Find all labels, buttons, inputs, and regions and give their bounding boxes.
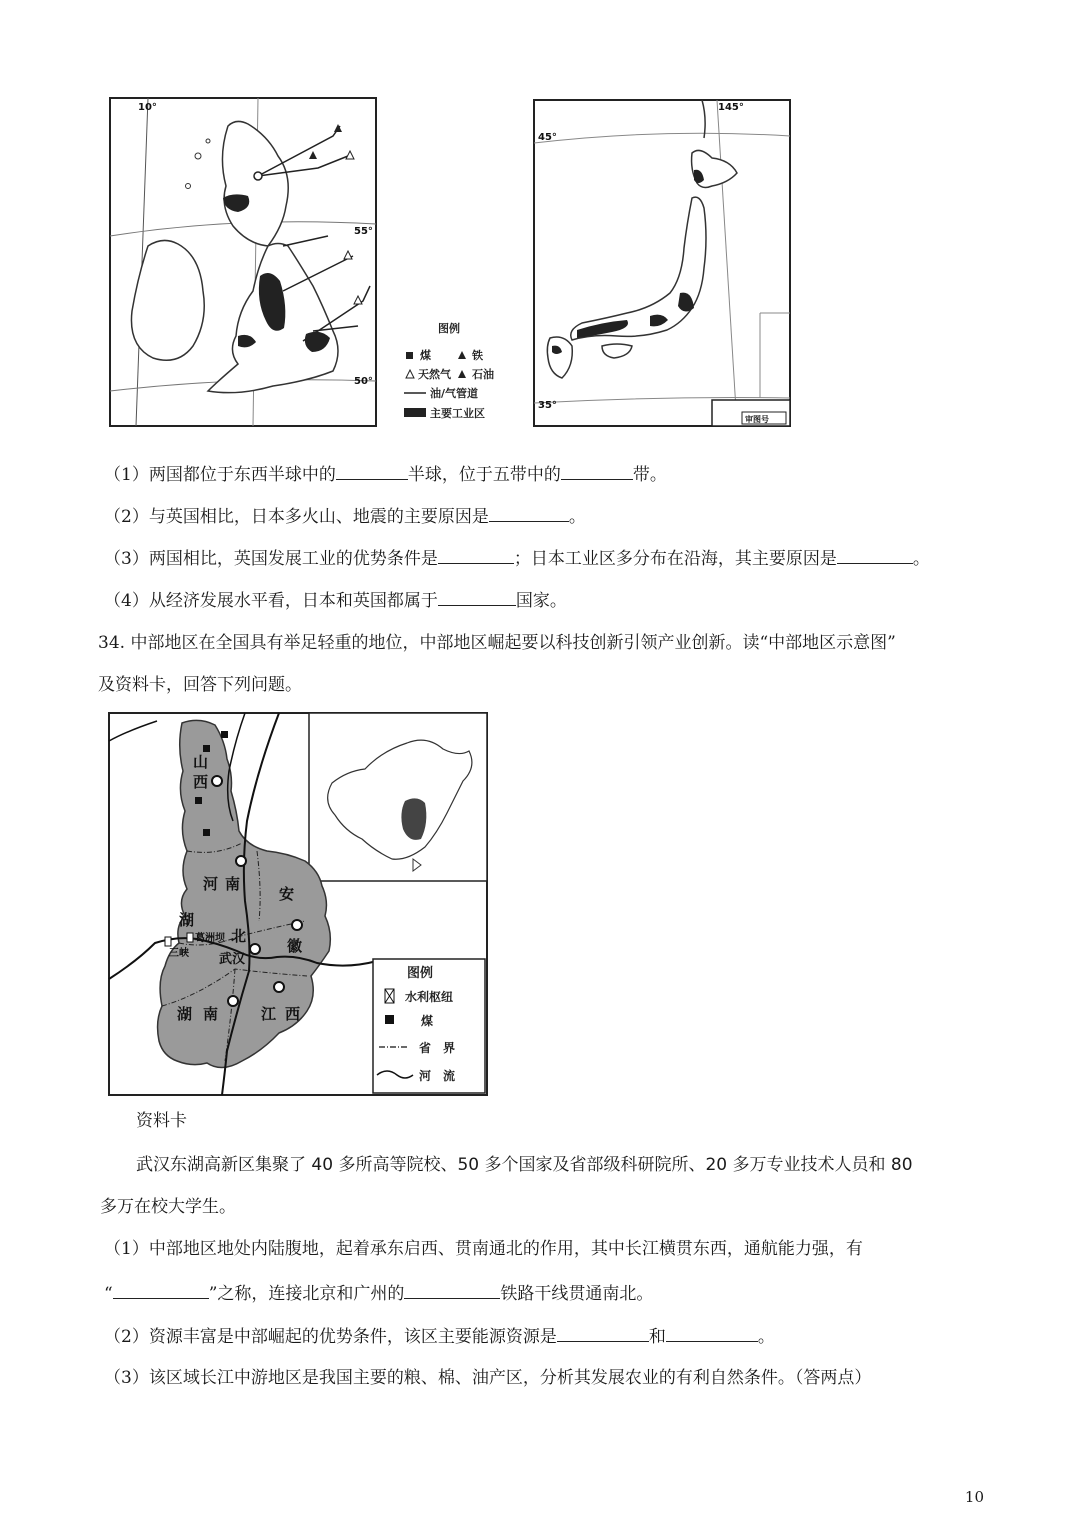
- uk-lat-bottom-label: 50°: [354, 376, 373, 387]
- q33-p2-text-b: 。: [568, 507, 586, 527]
- central-legend-river: 河 流: [419, 1069, 456, 1083]
- uk-lon-label: 10°: [138, 102, 157, 113]
- label-gezhouba: 葛洲坝: [195, 933, 225, 944]
- card-line-1: 武汉东湖高新区集聚了 40 多所高等院校、50 多个国家及省部级科研院所、20 多万专业技术人员和 80: [136, 1155, 913, 1175]
- q33-p2-text-a: （2）与英国相比，日本多火山、地震的主要原因是: [104, 507, 489, 527]
- central-legend-boundary: 省 界: [419, 1041, 456, 1055]
- q33-p3-blank-1[interactable]: [438, 545, 514, 564]
- central-legend-title: 图例: [407, 966, 434, 981]
- q33-p4-text-a: （4）从经济发展水平看，日本和英国都属于: [104, 591, 438, 611]
- label-hunan-2: 南: [203, 1005, 219, 1023]
- q33-p3-blank-2[interactable]: [837, 545, 913, 564]
- q33-part4: [104, 587, 567, 613]
- q34-p1-text-a: （1）中部地区地处内陆腹地，起着承东启西、贯南通北的作用，其中长江横贯东西，通航能力强，有: [104, 1239, 863, 1259]
- uk-legend: [404, 321, 494, 420]
- q34-part1: [104, 1237, 863, 1261]
- q34-p2-text-b: 和: [648, 1327, 666, 1347]
- central-china-map: [107, 711, 489, 1097]
- uk-legend-title: 图例: [438, 322, 460, 335]
- q34-p1-text-b: “: [104, 1284, 113, 1304]
- q34-p2-blank-2[interactable]: [666, 1323, 758, 1342]
- q34-p1-blank-2[interactable]: [404, 1280, 500, 1299]
- q34-part1-cont: [104, 1280, 653, 1306]
- japan-lon-label: 145°: [718, 102, 744, 113]
- q33-p3-text-a: （3）两国相比，英国发展工业的优势条件是: [104, 549, 438, 569]
- q33-part3: [104, 545, 930, 571]
- uk-map: [108, 96, 498, 428]
- label-henan-2: 南: [225, 875, 241, 893]
- label-jiangxi-2: 西: [285, 1005, 301, 1023]
- q34-p1-text-d: 铁路干线贯通南北。: [500, 1284, 654, 1304]
- japan-stamp: 审图号: [745, 415, 769, 424]
- q33-part2: [104, 503, 586, 529]
- card-line-2: 多万在校大学生。: [100, 1197, 236, 1217]
- q34-part2: [104, 1323, 775, 1349]
- label-henan-1: 河: [203, 875, 219, 893]
- q33-p3-text-b: ；日本工业区多分布在沿海，其主要原因是: [513, 549, 837, 569]
- label-anhui-1: 安: [279, 885, 295, 903]
- central-map-legend: [373, 959, 485, 1093]
- uk-legend-iron: 铁: [472, 349, 483, 362]
- japan-lat-bottom-label: 35°: [538, 400, 557, 411]
- label-shanxi-2: 西: [193, 773, 209, 791]
- label-hubei-1: 湖: [179, 911, 195, 929]
- uk-lat-top-label: 55°: [354, 226, 373, 237]
- label-wuhan: 武汉: [219, 952, 246, 967]
- label-jiangxi-1: 江: [261, 1005, 277, 1023]
- q33-p1-blank-2[interactable]: [561, 461, 633, 480]
- label-shanxi-1: 山: [193, 753, 209, 771]
- q33-p4-text-b: 国家。: [515, 591, 567, 611]
- uk-legend-gas: 天然气: [418, 368, 451, 381]
- q33-p1-blank-1[interactable]: [336, 461, 408, 480]
- q33-p1-text-a: （1）两国都位于东西半球中的: [104, 465, 336, 485]
- uk-legend-coal: 煤: [420, 349, 431, 362]
- q34-p2-blank-1[interactable]: [557, 1323, 649, 1342]
- label-hunan-1: 湖: [177, 1005, 193, 1023]
- q34-intro-line1: 34. 中部地区在全国具有举足轻重的地位，中部地区崛起要以科技创新引领产业创新。读“中部地区示意图”: [98, 633, 896, 653]
- q34-intro-line2: 及资料卡，回答下列问题。: [98, 675, 302, 695]
- japan-lat-top-label: 45°: [538, 132, 557, 143]
- central-legend-coal: 煤: [421, 1014, 434, 1028]
- q34-p3-text-a: （3）该区域长江中游地区是我国主要的粮、棉、油产区，分析其发展农业的有利自然条件。（答两点）: [104, 1368, 872, 1388]
- q34-p2-text-a: （2）资源丰富是中部崛起的优势条件，该区主要能源资源是: [104, 1327, 557, 1347]
- japan-map: [532, 98, 794, 428]
- label-hubei-2: 北: [231, 927, 247, 945]
- uk-legend-pipeline: 油/气管道: [430, 387, 479, 400]
- card-title: 资料卡: [136, 1111, 187, 1131]
- q33-p1-text-b: 半球，位于五带中的: [407, 465, 561, 485]
- q34-p1-blank-1[interactable]: [113, 1280, 209, 1299]
- q34-p2-text-c: 。: [757, 1327, 775, 1347]
- central-legend-hub: 水利枢纽: [405, 990, 454, 1004]
- q33-p1-text-c: 带。: [632, 465, 667, 485]
- q33-part1: [104, 461, 667, 487]
- q33-p3-text-c: 。: [912, 549, 930, 569]
- label-sanxia: 三峡: [169, 948, 189, 959]
- label-anhui-2: 徽: [287, 937, 303, 955]
- uk-legend-industry: 主要工业区: [430, 407, 485, 420]
- q34-part3: [104, 1366, 871, 1390]
- q33-p2-blank[interactable]: [489, 503, 569, 522]
- page-number: 10: [964, 1488, 984, 1506]
- uk-legend-oil: 石油: [472, 368, 494, 381]
- q33-p4-blank[interactable]: [438, 587, 516, 606]
- q34-p1-text-c: ”之称，连接北京和广州的: [208, 1284, 405, 1304]
